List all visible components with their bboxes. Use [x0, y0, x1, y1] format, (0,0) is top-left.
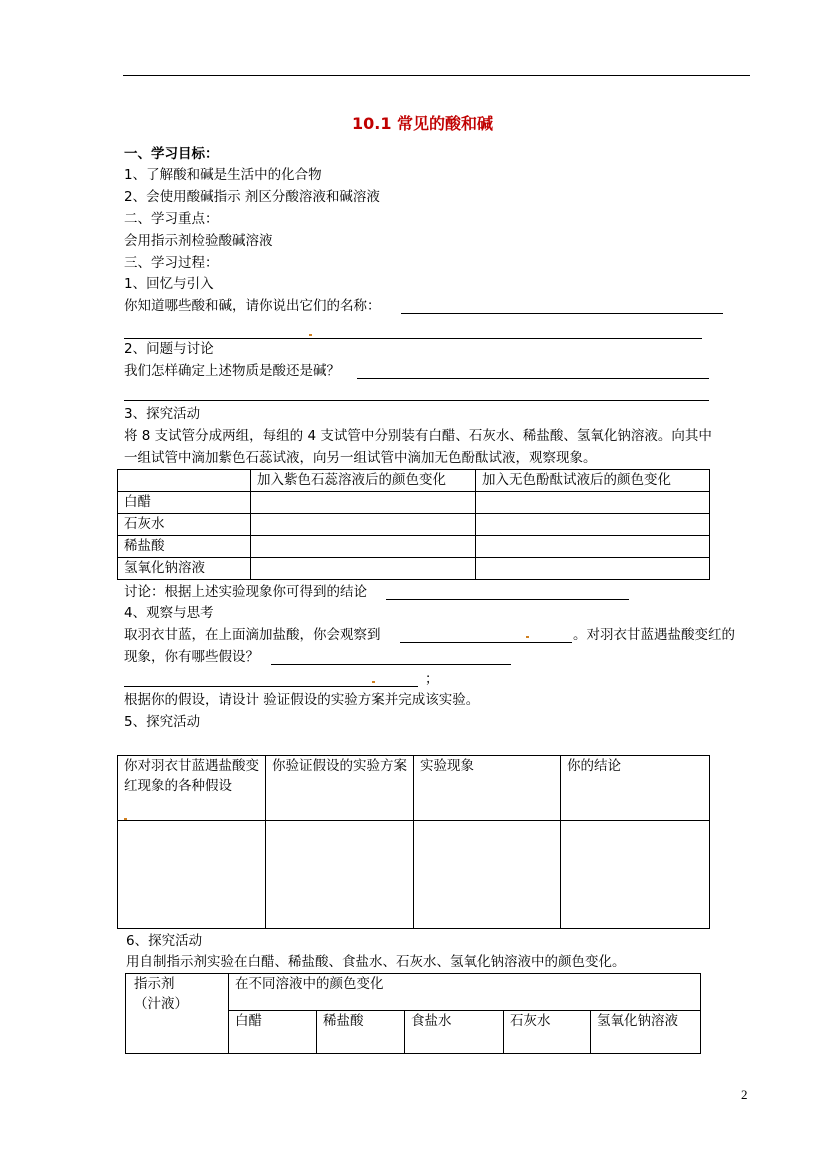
table1-cell [251, 558, 476, 580]
table2-header-hypothesis: 你对羽衣甘蓝遇盐酸变红现象的各种假设 [118, 756, 266, 821]
answer-line-4a [400, 642, 572, 643]
table3-col-header: 白醋 [229, 1011, 317, 1054]
step-3: 3、探究活动 [124, 406, 201, 422]
question-4-line-1-end: 。对羽衣甘蓝遇盐酸变红的 [573, 627, 735, 643]
step-5: 5、探究活动 [124, 714, 201, 730]
page-title: 10.1 常见的酸和碱 [352, 114, 494, 133]
table1-cell [251, 536, 476, 558]
table2-cell [266, 821, 414, 929]
homemade-indicator-table [125, 973, 701, 1054]
stray-mark [526, 636, 529, 638]
step-2: 2、问题与讨论 [124, 341, 214, 357]
answer-line-4c [124, 686, 418, 687]
section-process: 三、学习过程： [124, 255, 219, 271]
hypothesis-table [117, 755, 710, 929]
question-4-line-3: 根据你的假设，请设计 验证假设的实验方案并完成该实验。 [124, 692, 480, 708]
key-point: 会用指示剂检验酸碱溶液 [124, 233, 273, 249]
question-3-line-2: 一组试管中滴加紫色石蕊试液，向另一组试管中滴加无色酚酞试液，观察现象。 [124, 450, 597, 466]
answer-line-2a [357, 378, 709, 379]
section-key: 二、学习重点： [124, 211, 219, 227]
answer-line-1a [401, 313, 723, 314]
answer-line-2b [124, 400, 709, 401]
table1-cell [251, 514, 476, 536]
table1-row-label: 石灰水 [118, 514, 251, 536]
header-rule [123, 75, 750, 76]
table1-cell [476, 536, 710, 558]
indicator-table [117, 469, 710, 580]
table3-col-header: 石灰水 [504, 1011, 591, 1054]
table1-cell [476, 492, 710, 514]
question-2: 我们怎样确定上述物质是酸还是碱？ [124, 363, 340, 379]
table1-header-blank [118, 470, 251, 492]
table2-cell [118, 821, 266, 929]
table3-corner: 指示剂 （汁液） [126, 974, 229, 1054]
answer-line-4b [271, 664, 511, 665]
table2-header-plan: 你验证假设的实验方案 [266, 756, 414, 821]
step-4: 4、观察与思考 [124, 605, 214, 621]
answer-line-1b [124, 338, 702, 339]
table3-col-header: 氢氧化钠溶液 [591, 1011, 701, 1054]
table3-col-header: 食盐水 [405, 1011, 504, 1054]
stray-mark [309, 334, 312, 336]
step-1: 1、回忆与引入 [124, 276, 214, 292]
table1-row-label: 白醋 [118, 492, 251, 514]
table2-cell [414, 821, 561, 929]
stray-mark [372, 681, 375, 683]
table1-row-label: 稀盐酸 [118, 536, 251, 558]
table2-header-conclusion: 你的结论 [561, 756, 710, 821]
discussion: 讨论：根据上述实验现象你可得到的结论 [124, 584, 367, 600]
section-goals: 一、学习目标： [124, 146, 219, 162]
step-6: 6、探究活动 [126, 933, 203, 949]
goal-1: 1、了解酸和碱是生活中的化合物 [124, 167, 322, 183]
table1-cell [476, 514, 710, 536]
semicolon: ； [425, 671, 439, 687]
table3-col-header: 稀盐酸 [317, 1011, 405, 1054]
table1-cell [251, 492, 476, 514]
table3-group-header: 在不同溶液中的颜色变化 [229, 974, 701, 1011]
table1-header-phenol: 加入无色酚酞试液后的颜色变化 [476, 470, 710, 492]
table2-header-phenomenon: 实验现象 [414, 756, 561, 821]
question-4-line-1: 取羽衣甘蓝，在上面滴加盐酸，你会观察到 [124, 627, 381, 643]
question-6: 用自制指示剂实验在白醋、稀盐酸、食盐水、石灰水、氢氧化钠溶液中的颜色变化。 [126, 954, 626, 970]
goal-2: 2、会使用酸碱指示 剂区分酸溶液和碱溶液 [124, 189, 380, 205]
table2-cell [561, 821, 710, 929]
question-1: 你知道哪些酸和碱，请你说出它们的名称： [124, 298, 381, 314]
question-4-line-2: 现象，你有哪些假设？ [124, 649, 259, 665]
table1-cell [476, 558, 710, 580]
page-number: 2 [741, 1087, 748, 1102]
table1-row-label: 氢氧化钠溶液 [118, 558, 251, 580]
table1-header-litmus: 加入紫色石蕊溶液后的颜色变化 [251, 470, 476, 492]
question-3-line-1: 将 8 支试管分成两组，每组的 4 支试管中分别装有白醋、石灰水、稀盐酸、氢氧化钠溶液。向其中 [124, 428, 712, 444]
stray-mark [124, 818, 127, 820]
answer-line-disc [386, 599, 629, 600]
